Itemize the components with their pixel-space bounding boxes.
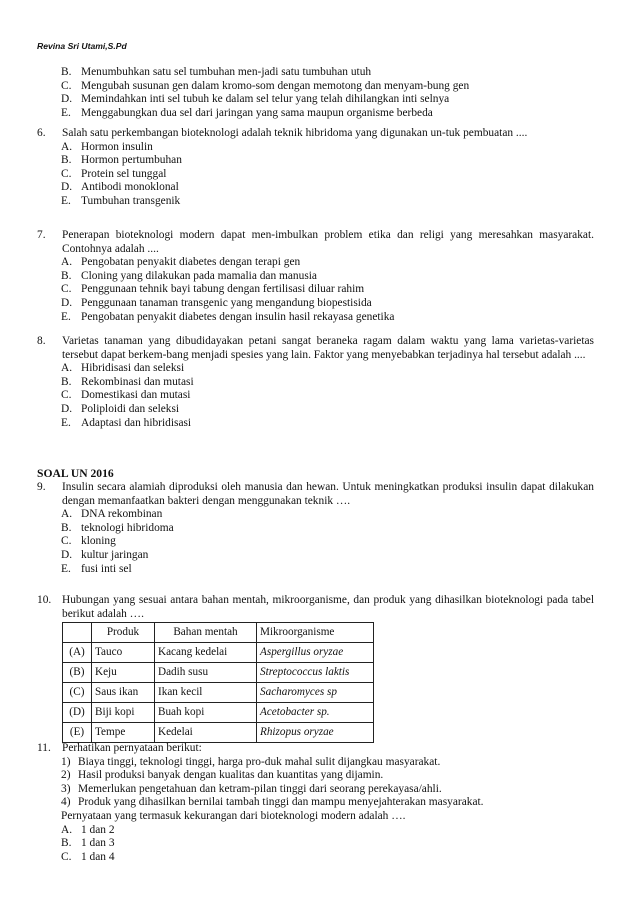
option-item [0, 311, 638, 325]
option-item [0, 154, 638, 168]
option-item [0, 141, 638, 155]
table-header-row [63, 623, 374, 643]
option-letter: B. [61, 521, 72, 534]
option-letter: B. [61, 269, 72, 282]
question-text: Salah satu perkembangan bioteknologi adalah teknik hibridoma yang digunakan un-tuk pembuatan .... [62, 127, 528, 139]
option-letter: D. [61, 181, 73, 194]
option-text: Pengobatan penyakit diabetes dengan insulin hasil rekayasa genetika [81, 310, 395, 323]
question-7 [0, 229, 638, 324]
option-letter: B. [61, 837, 72, 850]
statement-text: Biaya tinggi, teknologi tinggi, harga pro-duk mahal sulit dijangkau masyarakat. [78, 755, 441, 768]
question-stem [0, 742, 638, 756]
question-number: 11. [37, 742, 51, 754]
question-text: Hubungan yang sesuai antara bahan mentah, mikroorganisme, dan produk yang dihasilkan bioteknologi pada tabel berikut adalah …. [62, 594, 594, 620]
table-cell-code: (E) [63, 723, 92, 743]
option-item [0, 403, 638, 417]
option-text: teknologi hibridoma [81, 521, 174, 534]
option-letter: D. [61, 548, 73, 561]
table-cell-produk: Keju [92, 663, 155, 683]
question-11 [0, 742, 638, 864]
option-item [0, 417, 638, 431]
option-letter: A. [61, 508, 73, 521]
option-item [0, 181, 638, 195]
option-letter: E. [61, 310, 71, 323]
option-letter: D. [61, 93, 73, 106]
table-row [63, 643, 374, 663]
option-item [0, 195, 638, 209]
option-item [0, 297, 638, 311]
question-number: 10. [37, 594, 52, 606]
table-cell-produk: Biji kopi [92, 703, 155, 723]
table-row [63, 703, 374, 723]
question-8 [0, 335, 638, 430]
question-text: Varietas tanaman yang dibudidayakan petani sangat beraneka ragam dalam waktu yang lama varietas-varietas tersebut dapat berkem-bang menjadi spesies yang lain. Faktor yang menyebabkan terjadinya hal tersebut adalah .... [62, 335, 594, 361]
option-text: Hormon insulin [81, 140, 153, 153]
table-header-cell: Mikroorganisme [257, 623, 374, 643]
statement-text: Produk yang dihasilkan bernilai tambah tinggi dan mampu menyejahterakan masyarakat. [78, 796, 484, 809]
statement-number: 4) [61, 796, 71, 809]
bioteknologi-table [62, 622, 374, 743]
option-text: Hormon pertumbuhan [81, 154, 182, 167]
option-text: fusi inti sel [81, 562, 132, 575]
option-letter: E. [61, 562, 71, 575]
option-item [0, 80, 638, 94]
option-letter: C. [61, 389, 72, 402]
option-letter: C. [61, 79, 72, 92]
option-text: Mengubah susunan gen dalam kromo-som dengan memotong dan menyam-bung gen [81, 79, 470, 92]
option-text: DNA rekombinan [81, 508, 163, 521]
table-cell-mikroorganisme: Aspergillus oryzae [257, 643, 374, 663]
table-cell-produk: Tauco [92, 643, 155, 663]
table-cell-code: (D) [63, 703, 92, 723]
option-item [0, 563, 638, 577]
statement-list [0, 756, 638, 810]
option-text: kloning [81, 535, 116, 548]
table-cell-bahan: Buah kopi [155, 703, 257, 723]
table-row [63, 723, 374, 743]
question-prompt-text: Pernyataan yang termasuk kekurangan dari bioteknologi modern adalah …. [61, 809, 406, 822]
option-letter: C. [61, 850, 72, 863]
option-text: Penggunaan tanaman transgenic yang mengandung biopestisida [81, 296, 372, 309]
option-letter: E. [61, 106, 71, 119]
author-header: Revina Sri Utami,S.Pd [37, 41, 127, 51]
option-letter: E. [61, 194, 71, 207]
option-text: Domestikasi dan mutasi [81, 389, 191, 402]
option-item [0, 107, 638, 121]
option-item [0, 270, 638, 284]
option-item [0, 93, 638, 107]
option-item [0, 837, 638, 851]
option-letter: A. [61, 140, 73, 153]
option-text: Tumbuhan transgenik [81, 194, 181, 207]
question-number: 6. [37, 127, 46, 139]
statement-text: Hasil produksi banyak dengan kualitas dan kuantitas yang dijamin. [78, 769, 384, 782]
option-letter: A. [61, 362, 73, 375]
option-item [0, 168, 638, 182]
question-stem [0, 335, 638, 362]
option-item [0, 522, 638, 536]
option-letter: E. [61, 416, 71, 429]
option-text: Pengobatan penyakit diabetes dengan terapi gen [81, 256, 301, 269]
question-stem [0, 127, 638, 141]
option-text: Poliploidi dan seleksi [81, 402, 180, 415]
statement-item [0, 756, 638, 770]
option-text: Menumbuhkan satu sel tumbuhan men-jadi satu tumbuhan utuh [81, 66, 372, 78]
statement-number: 2) [61, 769, 71, 782]
option-text: kultur jaringan [81, 548, 149, 561]
table-cell-mikroorganisme: Sacharomyces sp [257, 683, 374, 703]
option-item [0, 66, 638, 80]
option-text: Cloning yang dilakukan pada mamalia dan manusia [81, 269, 317, 282]
option-item [0, 508, 638, 522]
table-header-cell: Bahan mentah [155, 623, 257, 643]
table-cell-mikroorganisme: Streptococcus laktis [257, 663, 374, 683]
option-item [0, 389, 638, 403]
table-cell-mikroorganisme: Acetobacter sp. [257, 703, 374, 723]
option-item [0, 535, 638, 549]
section-heading: SOAL UN 2016 [37, 467, 114, 480]
option-text: Penggunaan tehnik bayi tabung dengan fertilisasi diluar rahim [81, 283, 365, 296]
option-text: 1 dan 3 [81, 837, 115, 850]
option-letter: D. [61, 402, 73, 415]
table-cell-bahan: Ikan kecil [155, 683, 257, 703]
table-row [63, 663, 374, 683]
table-header-cell [63, 623, 92, 643]
option-text: Antibodi monoklonal [81, 181, 179, 194]
option-text: 1 dan 2 [81, 823, 115, 836]
option-letter: A. [61, 256, 73, 269]
table-cell-bahan: Kacang kedelai [155, 643, 257, 663]
table-cell-code: (B) [63, 663, 92, 683]
option-letter: C. [61, 167, 72, 180]
option-item [0, 283, 638, 297]
statement-number: 3) [61, 782, 71, 795]
question-text: Penerapan bioteknologi modern dapat men-imbulkan problem etika dan religi yang meresahkan masyarakat. Contohnya adalah .... [62, 229, 594, 255]
option-text: 1 dan 4 [81, 850, 115, 863]
option-letter: D. [61, 296, 73, 309]
table-cell-bahan: Kedelai [155, 723, 257, 743]
table-row [63, 683, 374, 703]
option-letter: C. [61, 535, 72, 548]
option-letter: B. [61, 66, 72, 78]
statement-item [0, 796, 638, 810]
option-item [0, 256, 638, 270]
option-item [0, 824, 638, 838]
table-header-cell: Produk [92, 623, 155, 643]
option-item [0, 549, 638, 563]
table-cell-code: (A) [63, 643, 92, 663]
continued-options [0, 66, 638, 120]
question-prompt [0, 810, 638, 824]
option-text: Rekombinasi dan mutasi [81, 375, 194, 388]
option-item [0, 362, 638, 376]
option-letter: C. [61, 283, 72, 296]
option-text: Menggabungkan dua sel dari jaringan yang sama maupun organisme berbeda [81, 106, 433, 119]
question-stem [0, 229, 638, 256]
option-letter: A. [61, 823, 73, 836]
option-text: Memindahkan inti sel tubuh ke dalam sel telur yang telah dihilangkan inti selnya [81, 93, 450, 106]
option-text: Protein sel tunggal [81, 167, 167, 180]
question-10 [0, 594, 638, 743]
table-cell-code: (C) [63, 683, 92, 703]
table-cell-bahan: Dadih susu [155, 663, 257, 683]
statement-item [0, 783, 638, 797]
option-letter: B. [61, 154, 72, 167]
option-letter: B. [61, 375, 72, 388]
table-cell-mikroorganisme: Rhizopus oryzae [257, 723, 374, 743]
question-number: 7. [37, 229, 46, 241]
question-number: 8. [37, 335, 46, 347]
question-stem [0, 594, 638, 621]
question-9 [0, 481, 638, 576]
question-text: Perhatikan pernyataan berikut: [62, 742, 202, 754]
option-text: Hibridisasi dan seleksi [81, 362, 185, 375]
table-cell-produk: Tempe [92, 723, 155, 743]
option-item [0, 851, 638, 865]
statement-number: 1) [61, 755, 71, 768]
table-cell-produk: Saus ikan [92, 683, 155, 703]
question-number: 9. [37, 481, 46, 493]
question-text: Insulin secara alamiah diproduksi oleh manusia dan hewan. Untuk meningkatkan produksi insulin dapat dilakukan dengan memanfaatkan bakteri dengan menggunakan teknik …. [62, 481, 594, 507]
question-6 [0, 127, 638, 209]
option-item [0, 376, 638, 390]
question-stem [0, 481, 638, 508]
statement-text: Memerlukan pengetahuan dan ketram-pilan tinggi dari seorang perekayasa/ahli. [78, 782, 442, 795]
statement-item [0, 769, 638, 783]
option-text: Adaptasi dan hibridisasi [81, 416, 192, 429]
